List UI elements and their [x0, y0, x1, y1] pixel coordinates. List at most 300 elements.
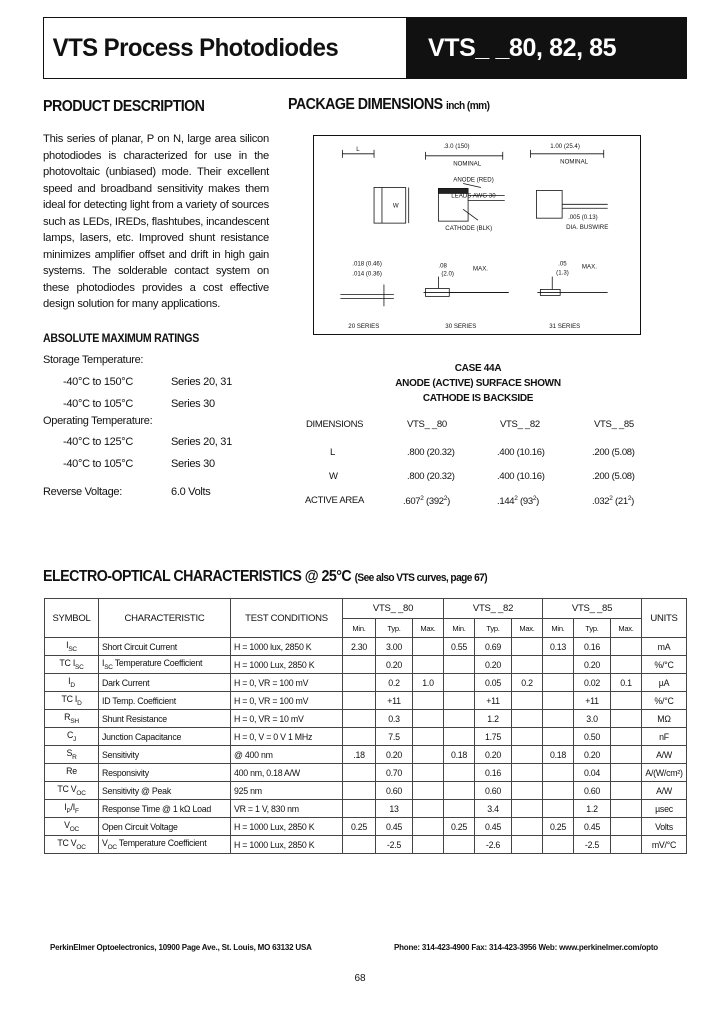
eo-value [611, 836, 642, 854]
eo-value: 0.20 [574, 746, 611, 764]
characteristic-text: Sensitivity @ Peak [102, 785, 171, 796]
eo-sub-typ: Typ. [376, 619, 413, 638]
table-row [45, 638, 687, 656]
dim-row-L-82: .400 (10.16) [497, 447, 545, 458]
eo-unit: A/W [642, 746, 687, 764]
eo-characteristic [99, 728, 231, 746]
eo-value: 0.60 [475, 782, 512, 800]
eo-col-test: TEST CONDITIONS [231, 599, 343, 638]
case-line-2: ANODE (ACTIVE) SURFACE SHOWN [395, 378, 561, 389]
dim-row-L-85: .200 (5.08) [592, 447, 635, 458]
symbol-sub: OC [76, 789, 86, 797]
label-W: W [392, 202, 399, 210]
eo-value [413, 764, 444, 782]
label-dim30: .3.0 (150) [443, 142, 470, 150]
eo-value [611, 692, 642, 710]
eo-value: 0.45 [475, 818, 512, 836]
page-header [43, 17, 687, 79]
eo-value [611, 782, 642, 800]
eo-unit: %/°C [642, 692, 687, 710]
eo-test-conditions: @ 400 nm [231, 746, 343, 764]
area-80-sq: 2 [420, 495, 424, 502]
eo-value [611, 656, 642, 674]
eo-value: 0.16 [574, 638, 611, 656]
eo-value: +11 [475, 692, 512, 710]
table-row [45, 710, 687, 728]
eo-value [444, 800, 475, 818]
dim-row-W-82: .400 (10.16) [497, 471, 545, 482]
table-row [45, 836, 687, 854]
symbol-main: C [66, 730, 74, 741]
eo-value [512, 728, 543, 746]
label-maxlbl2: MAX. [581, 263, 597, 271]
case-line-3: CATHODE IS BACKSIDE [422, 393, 534, 404]
symbol-main: R [64, 712, 71, 723]
area-82-mm: (93 [519, 496, 533, 508]
eo-characteristic [99, 674, 231, 692]
eo-value [413, 638, 444, 656]
eo-value: 0.25 [444, 818, 475, 836]
symbol-sub: R [72, 753, 77, 761]
characteristic-text-2: Temperature Coefficient [116, 838, 207, 849]
eo-value [543, 728, 574, 746]
label-wire1: .005 (0.13) [568, 214, 598, 222]
reverse-voltage-value: 6.0 Volts [171, 486, 211, 498]
dim-header-label: DIMENSIONS [306, 419, 364, 430]
symbol-main-2: /I [70, 802, 75, 813]
eo-value [444, 710, 475, 728]
eo-value: 7.5 [376, 728, 413, 746]
eo-header-row [45, 599, 687, 619]
symbol-sub: D [77, 699, 82, 707]
eo-symbol [45, 782, 99, 800]
table-row [45, 782, 687, 800]
eo-value [413, 728, 444, 746]
symbol-main: TC V [57, 784, 77, 795]
operating-series-1: Series 20, 31 [171, 436, 232, 448]
eo-value: 0.18 [444, 746, 475, 764]
eo-characteristic [99, 800, 231, 818]
dim-row-L-label: L [330, 447, 335, 458]
eo-unit: µA [642, 674, 687, 692]
area-85-sq: 2 [609, 495, 613, 502]
characteristic-text: Dark Current [102, 677, 150, 688]
eo-value: 0.20 [475, 746, 512, 764]
eo-characteristic [99, 656, 231, 674]
eo-value: 0.45 [574, 818, 611, 836]
symbol-main: TC I [61, 694, 78, 705]
eo-value: 0.60 [574, 782, 611, 800]
eo-sub-max: Max. [413, 619, 444, 638]
eo-value: -2.5 [574, 836, 611, 854]
eo-characteristic [99, 836, 231, 854]
eo-value: 0.20 [574, 656, 611, 674]
eo-value: 2.30 [343, 638, 376, 656]
eo-value: +11 [376, 692, 413, 710]
case-line-1: CASE 44A [454, 363, 502, 374]
eo-body [45, 638, 687, 854]
eo-value [413, 692, 444, 710]
eo-value [413, 818, 444, 836]
label-max13: (1.3) [556, 269, 569, 277]
eo-value [512, 638, 543, 656]
characteristic-sub: OC [107, 843, 117, 851]
eo-value [611, 800, 642, 818]
eo-symbol [45, 800, 99, 818]
label-nominal: NOMINAL [453, 160, 482, 168]
footer-contact: Phone: 314-423-4900 Fax: 314-423-3956 Web: www.perkinelmer.com/opto [393, 943, 658, 952]
eo-test-conditions: H = 1000 Lux, 2850 K [231, 836, 343, 854]
eo-value: 1.2 [574, 800, 611, 818]
characteristic-text: Short Circuit Current [102, 641, 177, 652]
eo-value [512, 692, 543, 710]
eo-value [512, 782, 543, 800]
eo-col-symbol: SYMBOL [45, 599, 99, 638]
eo-value: 0.69 [475, 638, 512, 656]
eo-value: 0.25 [343, 818, 376, 836]
eo-value [444, 836, 475, 854]
eo-value [343, 710, 376, 728]
eo-test-conditions: H = 1000 lux, 2850 K [231, 638, 343, 656]
label-max20: (2.0) [441, 270, 454, 278]
eo-value: 0.3 [376, 710, 413, 728]
eo-value: 0.18 [543, 746, 574, 764]
eo-sub-min: Min. [543, 619, 574, 638]
table-row [45, 764, 687, 782]
eo-value: -2.6 [475, 836, 512, 854]
eo-value [413, 836, 444, 854]
eo-value [343, 782, 376, 800]
eo-value [413, 782, 444, 800]
eo-value: 0.2 [376, 674, 413, 692]
symbol-main: S [66, 748, 73, 759]
dim-row-area-label: ACTIVE AREA [305, 495, 364, 506]
eo-test-conditions: 400 nm, 0.18 A/W [231, 764, 343, 782]
area-82-sq2: 2 [532, 495, 537, 502]
eo-value [512, 746, 543, 764]
dim-row-W-80: .800 (20.32) [407, 471, 455, 482]
storage-label: Storage Temperature: [43, 354, 144, 366]
eo-sub-typ: Typ. [475, 619, 512, 638]
eo-sub-min: Min. [343, 619, 376, 638]
eo-unit: A/(W/cm²) [642, 764, 687, 782]
eo-value [413, 710, 444, 728]
label-dim100: 1.00 (25.4) [550, 142, 580, 150]
eo-test-conditions: 925 nm [231, 782, 343, 800]
eo-value: 0.04 [574, 764, 611, 782]
eo-value: 0.45 [376, 818, 413, 836]
label-20-series: 20 SERIES [348, 323, 380, 331]
package-heading-units: inch (mm) [446, 100, 490, 112]
area-85-close: ) [631, 496, 635, 508]
characteristic-text: Sensitivity [102, 749, 139, 760]
label-max20b: .08 [438, 262, 447, 270]
eo-table [44, 598, 687, 854]
eo-value [512, 656, 543, 674]
eo-sub-typ: Typ. [574, 619, 611, 638]
symbol-main: TC V [57, 838, 77, 849]
eo-heading-title: ELECTRO-OPTICAL CHARACTERISTICS @ 25°C [43, 568, 352, 585]
eo-test-conditions: H = 0, V = 0 V 1 MHz [231, 728, 343, 746]
operating-range-2: -40°C to 105°C [63, 458, 134, 470]
area-85-sq2: 2 [627, 495, 632, 502]
characteristic-text-2: Temperature Coefficient [112, 658, 203, 669]
eo-value [543, 656, 574, 674]
eo-col-characteristic: CHARACTERISTIC [99, 599, 231, 638]
dim-header-80: VTS_ _80 [407, 419, 447, 430]
eo-test-conditions: H = 0, VR = 10 mV [231, 710, 343, 728]
characteristic-text: V [102, 838, 108, 849]
page-title: VTS Process Photodiodes [52, 33, 339, 62]
eo-characteristic [99, 746, 231, 764]
eo-value [413, 746, 444, 764]
eo-col-units: UNITS [642, 599, 687, 638]
eo-characteristic [99, 638, 231, 656]
eo-symbol [45, 764, 99, 782]
eo-value [611, 728, 642, 746]
eo-value [512, 800, 543, 818]
eo-characteristic [99, 710, 231, 728]
eo-symbol [45, 818, 99, 836]
eo-value: 0.70 [376, 764, 413, 782]
eo-value: 0.50 [574, 728, 611, 746]
eo-value: 3.4 [475, 800, 512, 818]
reverse-voltage-label: Reverse Voltage: [43, 486, 122, 498]
dim-row-W-label: W [329, 471, 338, 482]
eo-value [444, 764, 475, 782]
symbol-sub: OC [69, 825, 79, 833]
eo-unit: mA [642, 638, 687, 656]
eo-symbol [45, 656, 99, 674]
eo-unit: MΩ [642, 710, 687, 728]
table-row [45, 674, 687, 692]
characteristic-text: I [102, 658, 105, 669]
symbol-sub: J [73, 735, 77, 743]
symbol-main: Re [66, 766, 77, 777]
package-drawing-svg [314, 136, 640, 334]
dim-row-area-82 [497, 495, 539, 507]
eo-symbol [45, 728, 99, 746]
eo-test-conditions: H = 1000 Lux, 2850 K [231, 818, 343, 836]
area-80-in: .607 [403, 496, 421, 508]
package-drawing [313, 135, 641, 335]
eo-characteristic [99, 818, 231, 836]
operating-series-2: Series 30 [171, 458, 215, 470]
symbol-sub: SC [68, 645, 77, 653]
eo-value: .18 [343, 746, 376, 764]
eo-heading-note: (See also VTS curves, page 67) [354, 572, 488, 584]
area-85-mm: (21 [614, 496, 628, 508]
eo-value: 0.20 [376, 746, 413, 764]
package-heading-title: PACKAGE DIMENSIONS [288, 96, 443, 113]
eo-group-80: VTS_ _80 [343, 599, 444, 619]
symbol-main: TC I [59, 658, 76, 669]
eo-value: -2.5 [376, 836, 413, 854]
table-row [45, 746, 687, 764]
symbol-sub: OC [76, 843, 86, 851]
eo-value: 0.55 [444, 638, 475, 656]
area-82-close: ) [536, 496, 540, 508]
dim-row-area-85 [592, 495, 634, 507]
eo-value [543, 710, 574, 728]
eo-value [512, 710, 543, 728]
symbol-main: V [64, 820, 70, 831]
characteristic-text: Junction Capacitance [102, 731, 182, 742]
eo-unit: Volts [642, 818, 687, 836]
label-max13b: .05 [558, 260, 567, 268]
eo-value [343, 656, 376, 674]
eo-value [444, 656, 475, 674]
eo-value [413, 656, 444, 674]
eo-unit: A/W [642, 782, 687, 800]
eo-value: 1.2 [475, 710, 512, 728]
eo-value [543, 800, 574, 818]
eo-value: 0.1 [611, 674, 642, 692]
eo-value [413, 800, 444, 818]
label-t1: .018 (0.46) [352, 260, 382, 268]
footer-address: PerkinElmer Optoelectronics, 10900 Page Ave., St. Louis, MO 63132 USA [50, 943, 312, 952]
eo-value: 1.75 [475, 728, 512, 746]
area-82-sq: 2 [514, 495, 518, 502]
storage-range-2: -40°C to 105°C [63, 398, 134, 410]
eo-value [611, 710, 642, 728]
eo-value [343, 800, 376, 818]
dim-header-85: VTS_ _85 [594, 419, 634, 430]
table-row [45, 692, 687, 710]
eo-value [512, 836, 543, 854]
eo-symbol [45, 674, 99, 692]
dim-row-L-80: .800 (20.32) [407, 447, 455, 458]
eo-value [543, 782, 574, 800]
characteristic-text: Shunt Resistance [102, 713, 167, 724]
eo-value: 0.13 [543, 638, 574, 656]
label-maxlbl: MAX. [473, 265, 489, 273]
eo-unit: µsec [642, 800, 687, 818]
eo-characteristic [99, 764, 231, 782]
table-row [45, 800, 687, 818]
characteristic-text: Responsivity [102, 767, 149, 778]
eo-value: 0.20 [475, 656, 512, 674]
eo-value [611, 638, 642, 656]
symbol-main: I [68, 676, 71, 687]
storage-range-1: -40°C to 150°C [63, 376, 134, 388]
eo-value [343, 764, 376, 782]
characteristic-text: Response Time @ 1 kΩ Load [102, 803, 212, 814]
description-text: This series of planar, P on N, large area silicon photodiodes is characterized for use in the photovoltaic (unbiased) mode. Their excellent speed and broadband sensitivity makes them ideal for detecting light from a variety of sources such as LEDs, IREDs, flashtubes, incandescent lamps, lasers, etc. Improved shunt resistance minimizes amplifier offset and drift in high gain systems. The solderable contact system on these photodiodes provides a cost effective design solution for many applications. [43, 133, 269, 310]
eo-value [343, 674, 376, 692]
operating-label: Operating Temperature: [43, 415, 153, 427]
area-85-in: .032 [592, 496, 610, 508]
eo-sub-min: Min. [444, 619, 475, 638]
eo-value [543, 836, 574, 854]
eo-value: 0.2 [512, 674, 543, 692]
eo-unit: %/°C [642, 656, 687, 674]
symbol-sub: SC [75, 663, 84, 671]
eo-value [543, 764, 574, 782]
eo-unit: nF [642, 728, 687, 746]
eo-characteristic [99, 782, 231, 800]
eo-value [611, 764, 642, 782]
eo-value [444, 674, 475, 692]
eo-symbol [45, 836, 99, 854]
eo-symbol [45, 638, 99, 656]
label-anode: ANODE (RED) [453, 176, 494, 184]
symbol-sub-2: F [74, 807, 79, 815]
package-heading [288, 96, 489, 114]
description-heading: PRODUCT DESCRIPTION [43, 98, 205, 115]
eo-test-conditions: VR = 1 V, 830 nm [231, 800, 343, 818]
characteristic-text: ID Temp. Coefficient [102, 695, 176, 706]
eo-value: 3.0 [574, 710, 611, 728]
eo-value: 0.60 [376, 782, 413, 800]
area-80-sq2: 2 [443, 495, 448, 502]
eo-value: 13 [376, 800, 413, 818]
label-30-series: 30 SERIES [445, 323, 477, 331]
eo-characteristic [99, 692, 231, 710]
dim-header-82: VTS_ _82 [500, 419, 540, 430]
eo-value: 1.0 [413, 674, 444, 692]
storage-series-1: Series 20, 31 [171, 376, 232, 388]
eo-test-conditions: H = 1000 Lux, 2850 K [231, 656, 343, 674]
eo-symbol [45, 692, 99, 710]
footer [50, 943, 658, 952]
table-row [45, 728, 687, 746]
eo-value [543, 674, 574, 692]
symbol-main: I [64, 802, 67, 813]
eo-value: +11 [574, 692, 611, 710]
area-82-in: .144 [497, 496, 515, 508]
eo-group-82: VTS_ _82 [444, 599, 543, 619]
dim-row-W-85: .200 (5.08) [592, 471, 635, 482]
eo-value: 0.16 [475, 764, 512, 782]
operating-range-1: -40°C to 125°C [63, 436, 134, 448]
symbol-sub: P [66, 807, 71, 815]
characteristic-sub: SC [104, 663, 113, 671]
label-nominal2: NOMINAL [560, 158, 589, 166]
eo-value [543, 692, 574, 710]
eo-sub-max: Max. [512, 619, 543, 638]
eo-heading [43, 568, 487, 586]
eo-value [444, 782, 475, 800]
eo-value: 0.05 [475, 674, 512, 692]
eo-group-85: VTS_ _85 [543, 599, 642, 619]
label-t2: .014 (0.36) [352, 270, 382, 278]
area-80-close: ) [447, 496, 450, 508]
eo-unit: mV/°C [642, 836, 687, 854]
symbol-sub: D [70, 681, 75, 689]
eo-value [611, 746, 642, 764]
label-31-series: 31 SERIES [549, 323, 581, 331]
eo-symbol [45, 746, 99, 764]
label-wire2: DIA. BUSWIRE [566, 224, 609, 232]
storage-series-2: Series 30 [171, 398, 215, 410]
eo-value: 0.25 [543, 818, 574, 836]
area-80-mm: (392 [425, 496, 444, 508]
ratings-heading: ABSOLUTE MAXIMUM RATINGS [43, 333, 199, 345]
table-row [45, 818, 687, 836]
eo-test-conditions: H = 0, VR = 100 mV [231, 674, 343, 692]
page-number: 68 [354, 973, 366, 984]
label-leads: LEADS AWG 30 [451, 192, 496, 200]
model-title: VTS_ _80, 82, 85 [406, 18, 686, 78]
eo-symbol [45, 710, 99, 728]
symbol-sub: SH [70, 717, 79, 725]
eo-value [611, 818, 642, 836]
eo-value [343, 728, 376, 746]
eo-value: 0.20 [376, 656, 413, 674]
eo-value [444, 728, 475, 746]
eo-test-conditions: H = 0, VR = 100 mV [231, 692, 343, 710]
